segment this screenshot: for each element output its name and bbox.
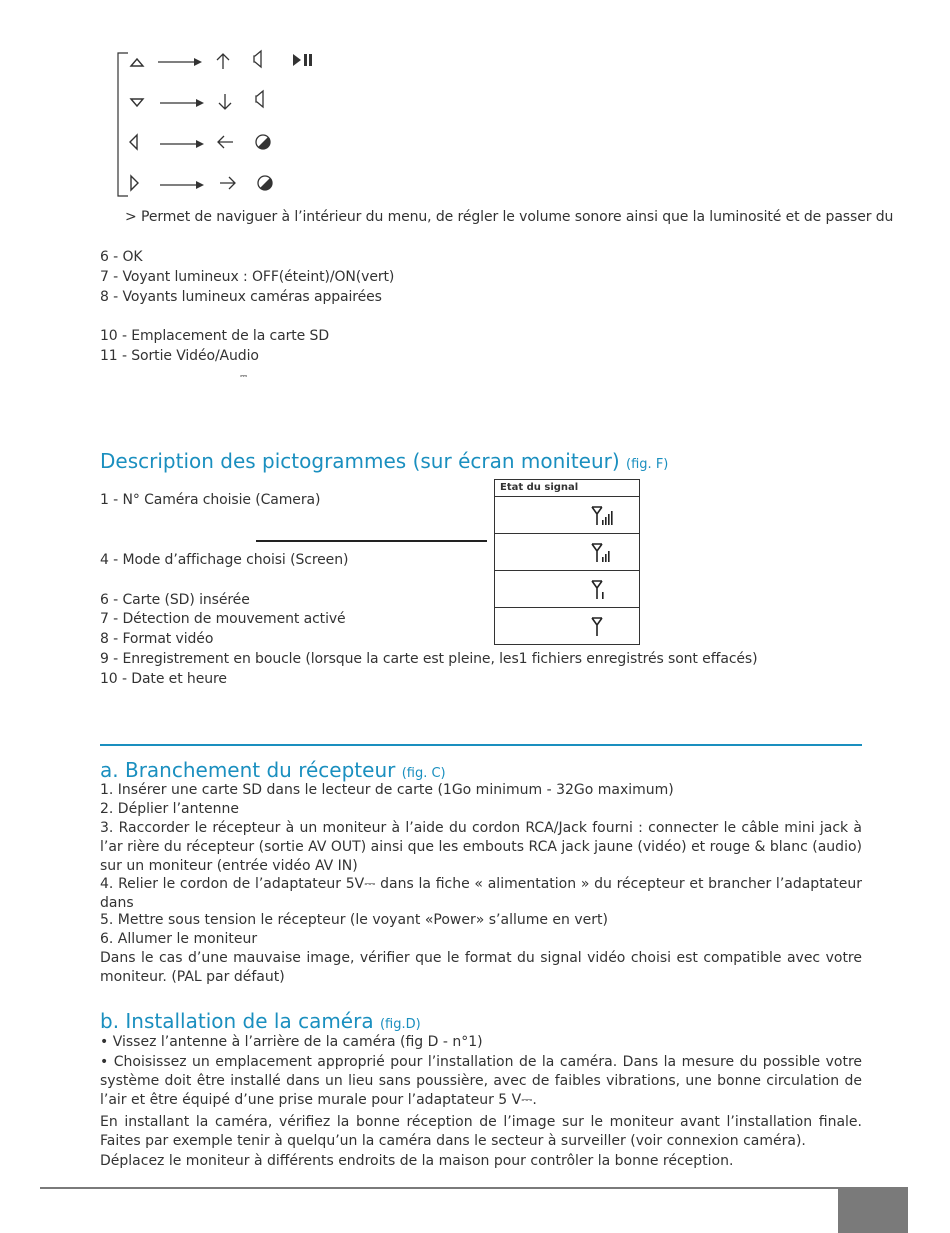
signal-strength-0-icon xyxy=(591,617,613,637)
dc-symbol: ⎓ xyxy=(240,372,248,382)
pictogram-item: 8 - Format vidéo xyxy=(100,631,214,647)
long-arrow-right-icon xyxy=(160,97,206,109)
section-a-fig-ref: (fig. C) xyxy=(401,766,446,781)
signal-strength-1-icon xyxy=(591,580,613,600)
brightness-icon xyxy=(256,174,274,192)
nav-keys-diagram xyxy=(0,0,950,200)
footer-rule xyxy=(40,1187,840,1189)
signal-strength-4-icon xyxy=(591,506,613,526)
signal-table-header: Etat du signal xyxy=(495,480,639,497)
signal-strength-3-icon xyxy=(591,543,613,563)
section-b-line: • Vissez l’antenne à l’arrière de la caméra (fig D - n°1) xyxy=(100,1034,483,1050)
section-a-line: 5. Mettre sous tension le récepteur (le voyant «Power» s’allume en vert) xyxy=(100,912,608,928)
signal-row xyxy=(495,534,639,571)
arrow-right-icon xyxy=(218,174,238,192)
section-a-line: 3. Raccorder le récepteur à un moniteur à l’aide du cordon RCA/Jack fourni : connecter le câble mini jack à l’ar rière du récepteur (sortie AV OUT) ainsi que les embouts RCA jack jaune (vidéo) et rouge & blanc (audio) sur un moniteur (entrée vidéo AV IN) xyxy=(100,820,862,874)
brightness-icon xyxy=(254,133,272,151)
signal-row xyxy=(495,497,639,534)
long-arrow-right-icon xyxy=(160,179,206,191)
play-pause-icon xyxy=(292,53,314,67)
section-a-line: 4. Relier le cordon de l’adaptateur 5V⎓ dans la fiche « alimentation » du récepteur et brancher l’adaptateur dans xyxy=(100,876,862,911)
triangle-up-key-icon xyxy=(129,55,145,69)
triangle-left-key-icon xyxy=(127,133,141,151)
section-b-line: • Choisissez un emplacement approprié pour l’installation de la caméra. Dans la mesure du possible votre système doit être installé dans un lieu sans poussière, avec de faibles vibrations, une bonne circulation de l’air et être équipé d’une prise murale pour l’adaptateur 5 V⎓. xyxy=(100,1054,862,1108)
pictogram-item: 6 - Carte (SD) insérée xyxy=(100,592,250,608)
speaker-icon xyxy=(253,89,267,109)
signal-status-table xyxy=(494,479,640,645)
long-arrow-right-icon xyxy=(160,138,206,150)
control-item: 6 - OK xyxy=(100,249,143,265)
control-item: 7 - Voyant lumineux : OFF(éteint)/ON(vert) xyxy=(100,269,395,285)
triangle-right-key-icon xyxy=(128,174,142,192)
pictograms-fig-ref: (fig. F) xyxy=(626,457,669,472)
arrow-down-icon xyxy=(216,92,234,112)
divider-line xyxy=(256,540,487,542)
arrow-left-icon xyxy=(215,133,235,151)
pictograms-heading xyxy=(100,449,668,477)
page-number-block xyxy=(838,1187,908,1233)
section-b-title: b. Installation de la caméra xyxy=(100,1009,374,1033)
speaker-icon xyxy=(251,49,265,69)
section-divider xyxy=(100,744,862,746)
signal-row xyxy=(495,608,639,644)
control-item: 8 - Voyants lumineux caméras appairées xyxy=(100,289,382,305)
control-item: 11 - Sortie Vidéo/Audio xyxy=(100,348,259,364)
section-b-line: En installant la caméra, vérifiez la bonne réception de l’image sur le moniteur avant l’installation finale. Faites par exemple tenir à quelqu’un la caméra dans le secteur à surveiller (voir connexion caméra). xyxy=(100,1114,862,1149)
section-a-line: 1. Insérer une carte SD dans le lecteur de carte (1Go minimum - 32Go maximum) xyxy=(100,782,674,798)
section-b-fig-ref: (fig.D) xyxy=(379,1017,421,1032)
section-a-line: 2. Déplier l’antenne xyxy=(100,801,239,817)
pictogram-item: 1 - N° Caméra choisie (Camera) xyxy=(100,492,321,508)
pictograms-title: Description des pictogrammes (sur écran moniteur) xyxy=(100,449,620,473)
section-a-title: a. Branchement du récepteur xyxy=(100,758,396,782)
pictogram-item: 4 - Mode d’affichage choisi (Screen) xyxy=(100,552,349,568)
nav-description: > Permet de naviguer à l’intérieur du menu, de régler le volume sonore ainsi que la luminosité et de passer du xyxy=(125,209,894,225)
triangle-down-key-icon xyxy=(129,96,145,110)
section-a-line: 6. Allumer le moniteur xyxy=(100,931,258,947)
signal-row xyxy=(495,571,639,608)
pictogram-item: 9 - Enregistrement en boucle (lorsque la carte est pleine, les1 fichiers enregistrés sont effacés) xyxy=(100,651,758,667)
control-item: 10 - Emplacement de la carte SD xyxy=(100,328,330,344)
section-b-line: Déplacez le moniteur à différents endroits de la maison pour contrôler la bonne réception. xyxy=(100,1153,734,1169)
pictogram-item: 10 - Date et heure xyxy=(100,671,227,687)
section-a-line: Dans le cas d’une mauvaise image, vérifier que le format du signal vidéo choisi est compatible avec votre moniteur. (PAL par défaut) xyxy=(100,950,862,985)
arrow-up-icon xyxy=(214,51,232,71)
long-arrow-right-icon xyxy=(158,56,204,68)
pictogram-item: 7 - Détection de mouvement activé xyxy=(100,611,346,627)
